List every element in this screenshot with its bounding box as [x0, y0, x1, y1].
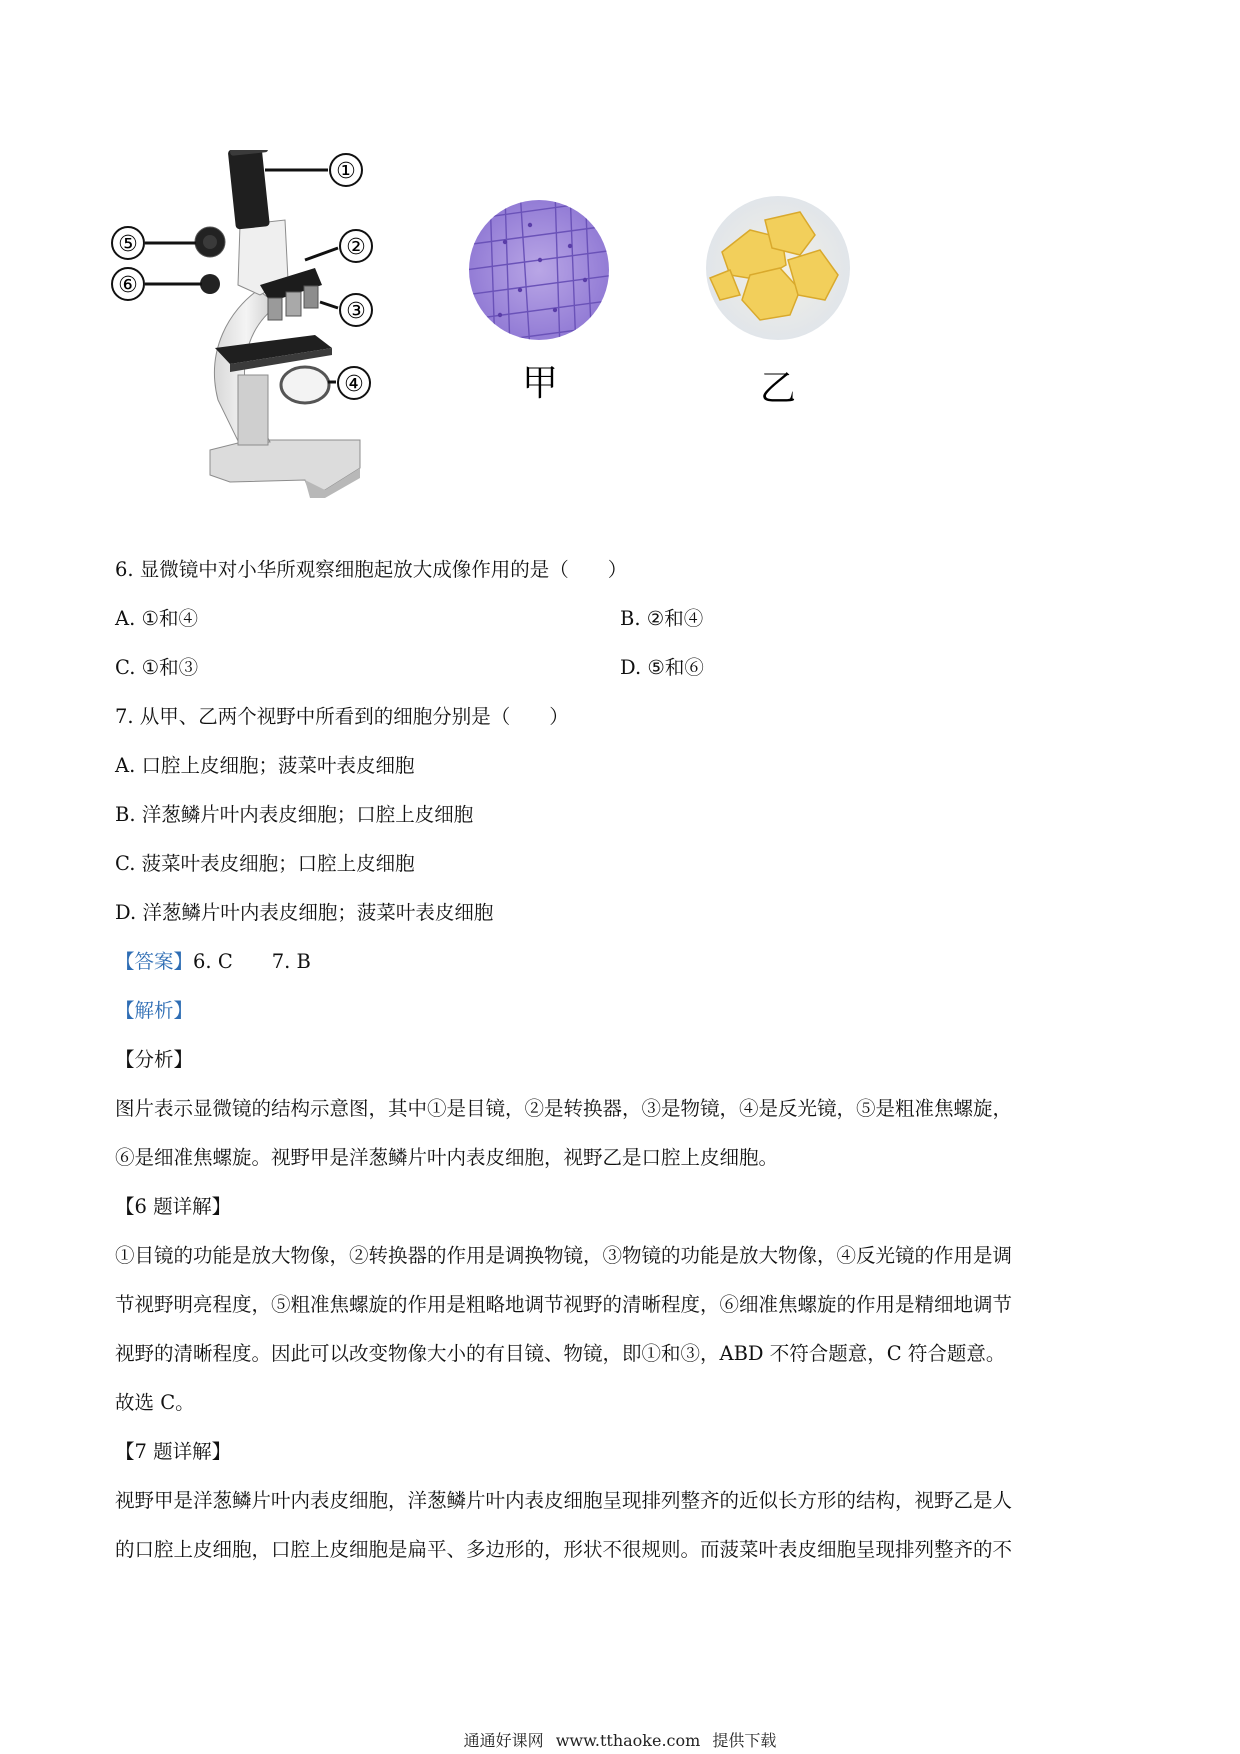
q6-option-a: A. ①和④	[115, 607, 198, 630]
callout-label-6: ⑥	[118, 273, 138, 298]
callout-6	[112, 268, 144, 300]
q6-detail-line-3: 视野的清晰程度。因此可以改变物像大小的有目镜、物镜，即①和③，ABD 不符合题意，C 符合题意。	[115, 1342, 1006, 1365]
analysis-tag: 【解析】	[115, 999, 194, 1022]
question-7-stem: 7. 从甲、乙两个视野中所看到的细胞分别是（ ）	[115, 705, 569, 728]
callout-2	[340, 230, 372, 262]
footer-site-name: 通通好课网	[463, 1731, 544, 1750]
fenxi-line-1: 图片表示显微镜的结构示意图，其中①是目镜，②是转换器，③是物镜，④是反光镜，⑤是粗准焦螺旋，	[115, 1097, 1013, 1120]
microscope-diagram	[110, 150, 910, 530]
question-6-stem: 6. 显微镜中对小华所观察细胞起放大成像作用的是（ ）	[115, 558, 628, 581]
q6-detail-line-2: 节视野明亮程度，⑤粗准焦螺旋的作用是粗略地调节视野的清晰程度，⑥细准焦螺旋的作用是精细地调节	[115, 1293, 1013, 1316]
callout-1	[330, 154, 362, 186]
field-of-view-b	[706, 196, 850, 340]
q7-detail-line-2: 的口腔上皮细胞，口腔上皮细胞是扁平、多边形的，形状不很规则。而菠菜叶表皮细胞呈现排列整齐的不	[115, 1538, 1013, 1561]
q7-option-d: D. 洋葱鳞片叶内表皮细胞；菠菜叶表皮细胞	[115, 901, 494, 924]
callout-label-1: ①	[336, 159, 356, 184]
q7-option-b: B. 洋葱鳞片叶内表皮细胞；口腔上皮细胞	[115, 803, 474, 826]
answer-text: 6. C 7. B	[193, 950, 311, 973]
q6-option-d: D. ⑤和⑥	[620, 656, 704, 679]
callout-5	[112, 227, 144, 259]
page-footer	[0, 1728, 1240, 1751]
fenxi-tag: 【分析】	[115, 1048, 194, 1071]
callout-label-4: ④	[344, 372, 364, 397]
q6-detail-tag: 【6 题详解】	[115, 1195, 232, 1218]
q7-detail-line-1: 视野甲是洋葱鳞片叶内表皮细胞，洋葱鳞片叶内表皮细胞呈现排列整齐的近似长方形的结构，视野乙是人	[115, 1489, 1013, 1512]
microscope-figure	[110, 150, 910, 530]
field-of-view-a	[465, 190, 615, 350]
field-a-label: 甲	[521, 363, 559, 404]
q6-option-c: C. ①和③	[115, 656, 199, 679]
q7-option-c: C. 菠菜叶表皮细胞；口腔上皮细胞	[115, 852, 415, 875]
callout-label-5: ⑤	[118, 232, 138, 257]
q6-detail-line-4: 故选 C。	[115, 1391, 195, 1414]
callout-label-3: ③	[346, 299, 366, 324]
q6-detail-line-1: ①目镜的功能是放大物像，②转换器的作用是调换物镜，③物镜的功能是放大物像，④反光镜的作用是调	[115, 1244, 1013, 1267]
callout-label-2: ②	[346, 235, 366, 260]
fenxi-line-2: ⑥是细准焦螺旋。视野甲是洋葱鳞片叶内表皮细胞，视野乙是口腔上皮细胞。	[115, 1146, 779, 1169]
footer-suffix: 提供下载	[712, 1731, 777, 1750]
callout-3	[340, 294, 372, 326]
footer-url[interactable]: www.tthaoke.com	[555, 1731, 701, 1750]
q7-detail-tag: 【7 题详解】	[115, 1440, 232, 1463]
q7-option-a: A. 口腔上皮细胞；菠菜叶表皮细胞	[115, 754, 415, 777]
q6-option-b: B. ②和④	[620, 607, 704, 630]
callout-4	[338, 367, 370, 399]
answer-line	[115, 949, 311, 975]
answer-tag: 【答案】	[115, 950, 194, 973]
field-b-label: 乙	[759, 368, 797, 409]
